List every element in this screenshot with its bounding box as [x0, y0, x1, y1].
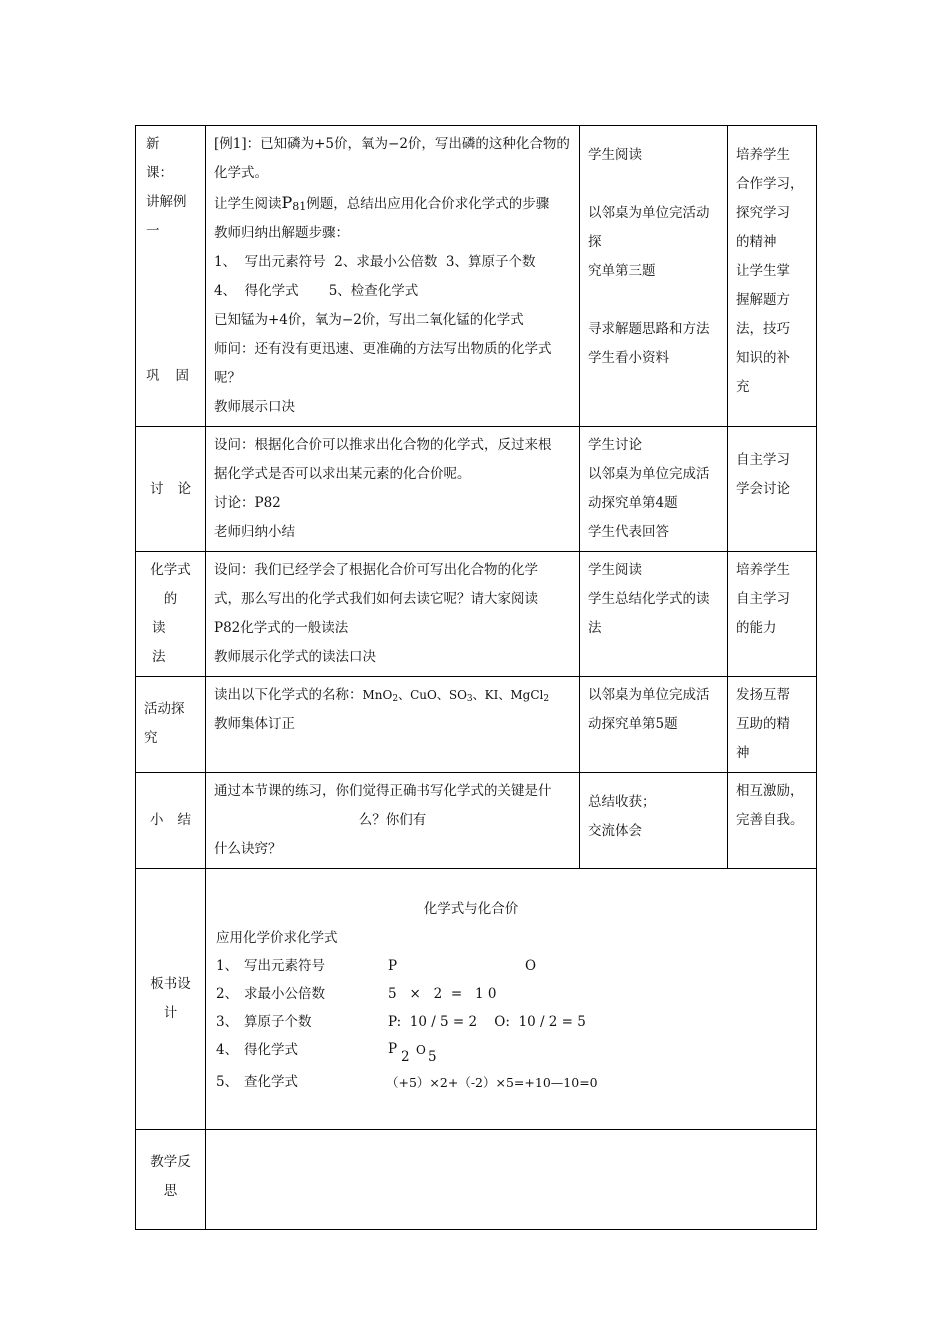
label-char: 小 — [150, 812, 164, 828]
step-number: 2、 — [216, 986, 239, 1002]
content-line: 老师归纳小结 — [214, 524, 295, 540]
content-line: 1、 写出元素符号 2、求最小公倍数 3、算原子个数 — [214, 254, 536, 270]
content-line: 教师展示口决 — [214, 399, 295, 415]
design-intent — [728, 552, 817, 677]
design-intent — [728, 677, 817, 773]
table-row — [136, 427, 817, 552]
content-line — [214, 681, 571, 710]
formula-text: MnO — [362, 688, 393, 702]
activity-line: 总结收获； — [588, 794, 656, 810]
subscript: 81 — [292, 200, 307, 213]
activity-line: 学生阅读 — [588, 147, 642, 163]
intent-line: 合作学习， — [736, 176, 804, 192]
intent-line: 互助的精 — [736, 716, 790, 732]
student-activity — [580, 427, 728, 552]
intent-line: 的能力 — [736, 620, 777, 636]
activity-line: 动探究单第4题 — [588, 495, 678, 511]
intent-line: 神 — [736, 745, 750, 761]
step-work: （+5）×2+（-2）×5=+10—10=0 — [386, 1075, 598, 1090]
label-line: 教学反 — [150, 1154, 191, 1170]
board-subtitle: 应用化学价求化学式 — [216, 930, 338, 946]
intent-line: 的精神 — [736, 234, 777, 250]
label-line: 法 — [152, 649, 166, 665]
teaching-content — [206, 773, 580, 869]
teaching-content — [206, 552, 580, 677]
label-line — [144, 806, 197, 835]
content-line: 化学式。 — [214, 165, 268, 181]
subscript: 3 — [466, 694, 473, 704]
content-line: 已知锰为+4价，氧为−2价，写出二氧化锰的化学式 — [214, 312, 524, 328]
step-text: 算原子个数 — [244, 1014, 312, 1030]
content-line: 据化学式是否可以求出某元素的化合价呢。 — [214, 466, 471, 482]
label-line: 思 — [163, 1183, 178, 1199]
step-work: P — [388, 958, 398, 974]
activity-line: 动探究单第5题 — [588, 716, 678, 732]
table-row — [136, 1130, 817, 1230]
content-line: 通过本节课的练习，你们觉得正确书写化学式的关键是什 — [214, 783, 552, 799]
content-line: 师问：还有没有更迅速、更准确的方法写出物质的化学式 — [214, 341, 552, 357]
design-intent — [728, 427, 817, 552]
formula-text: 、CuO、SO — [398, 688, 467, 702]
content-line: 设问：根据化合价可以推求出化合物的化学式，反过来根 — [214, 437, 552, 453]
design-intent — [728, 126, 817, 427]
formula-subscript: 5 — [428, 1049, 437, 1065]
section-label — [136, 126, 206, 427]
label-line: 化学式 — [150, 562, 191, 578]
label-line: 新 — [146, 136, 160, 152]
intent-line: 知识的补 — [736, 350, 790, 366]
intent-line: 握解题方 — [736, 292, 790, 308]
label-char: 论 — [177, 480, 191, 497]
label-char: 巩 — [146, 368, 160, 384]
content-line: 教师归纳出解题步骤： — [214, 225, 349, 241]
teaching-content — [206, 427, 580, 552]
formula-element: O — [416, 1043, 426, 1057]
student-activity — [580, 126, 728, 427]
label-line: 讲解例 — [146, 194, 187, 210]
section-label — [136, 773, 206, 869]
content-line: 设问：我们已经学会了根据化合价可写出化合物的化学 — [214, 562, 538, 578]
intent-line: 培养学生 — [736, 147, 790, 163]
teaching-content — [206, 677, 580, 773]
content-line: 教师集体订正 — [214, 716, 295, 732]
section-label — [136, 427, 206, 552]
formula-element: P — [388, 1041, 398, 1057]
step-work: O — [525, 958, 537, 974]
content-line: 教师展示化学式的读法口决 — [214, 649, 376, 665]
activity-line: 学生看小资料 — [588, 350, 669, 366]
activity-line: 学生阅读 — [588, 562, 642, 578]
intent-line: 发扬互帮 — [736, 687, 790, 703]
content-line: 4、 得化学式 5、检查化学式 — [214, 283, 419, 299]
activity-line: 以邻桌为单位完成活 — [588, 687, 710, 703]
content-text: 让学生阅读 — [214, 196, 282, 212]
table-row — [136, 773, 817, 869]
step-number: 3、 — [216, 1014, 239, 1030]
activity-line: 学生讨论 — [588, 437, 642, 453]
intent-line: 让学生掌 — [736, 263, 790, 279]
formula-text: 、KI、MgCl — [472, 688, 544, 702]
step-number: 4、 — [216, 1042, 239, 1058]
intent-line: 探究学习 — [736, 205, 790, 221]
intent-line: 培养学生 — [736, 562, 790, 578]
content-line: P82化学式的一般读法 — [214, 620, 349, 636]
lesson-plan-table — [135, 125, 817, 1230]
label-char: 结 — [177, 812, 191, 828]
activity-line: 交流体会 — [588, 823, 642, 839]
intent-line: 充 — [736, 379, 750, 395]
label-line: 计 — [163, 1005, 178, 1021]
board-area — [206, 869, 816, 1121]
label-line: 的 — [163, 591, 178, 607]
activity-line: 学生总结化学式的读 — [588, 591, 710, 607]
student-activity — [580, 552, 728, 677]
step-number: 5、 — [216, 1074, 239, 1090]
teaching-content — [206, 126, 580, 427]
label-line: 究 — [144, 730, 158, 746]
intent-line: 自主学习 — [736, 452, 790, 468]
activity-line: 寻求解题思路和方法 — [588, 321, 710, 337]
step-text: 得化学式 — [244, 1042, 298, 1058]
content-line: 么？你们有 — [358, 812, 427, 828]
student-activity — [580, 677, 728, 773]
step-work: P: 10 / 5 = 2 O: 10 / 2 = 5 — [388, 1014, 586, 1030]
label-line: 读 — [152, 620, 166, 636]
subscript: 2 — [543, 694, 550, 704]
label-line — [144, 475, 197, 504]
table-row — [136, 552, 817, 677]
content-line: 讨论：P82 — [214, 495, 281, 511]
step-text: 求最小公倍数 — [244, 986, 325, 1002]
activity-line: 以邻桌为单位完成活 — [588, 466, 710, 482]
content-line: [例1]：已知磷为+5价，氧为−2价，写出磷的这种化合物的 — [214, 136, 570, 152]
formula-text: P — [281, 193, 293, 212]
label-char: 讨 — [150, 480, 164, 497]
label-line: 一 — [146, 223, 160, 239]
activity-line: 究单第三题 — [588, 263, 656, 279]
intent-line: 学会讨论 — [736, 481, 790, 497]
board-design — [206, 869, 817, 1130]
label-line — [146, 362, 197, 391]
table-row — [136, 126, 817, 427]
label-line: 课： — [146, 165, 173, 181]
step-work: 5 × 2 = 1 0 — [388, 986, 497, 1002]
intent-line: 相互激励， — [736, 783, 804, 799]
section-label — [136, 1130, 206, 1230]
design-intent — [728, 773, 817, 869]
activity-line: 法 — [588, 620, 602, 636]
section-label — [136, 869, 206, 1130]
content-text: 例题，总结出应用化合价求化学式的步骤 — [306, 196, 550, 212]
activity-line: 学生代表回答 — [588, 524, 669, 540]
content-text: 读出以下化学式的名称： — [214, 687, 363, 703]
label-line: 活动探 — [144, 701, 185, 717]
board-title: 化学式与化合价 — [423, 901, 519, 917]
content-line: 式，那么写出的化学式我们如何去读它呢？请大家阅读 — [214, 591, 538, 607]
intent-line: 完善自我。 — [736, 812, 804, 828]
student-activity — [580, 773, 728, 869]
formula-subscript: 2 — [401, 1049, 410, 1065]
content-line: 呢？ — [214, 370, 241, 386]
activity-line: 以邻桌为单位完活动 — [588, 205, 710, 221]
reflection-area[interactable] — [206, 1130, 817, 1230]
content-line — [214, 188, 571, 219]
section-label — [136, 677, 206, 773]
label-char: 固 — [175, 368, 189, 384]
content-line: 什么诀窍？ — [214, 841, 282, 857]
step-text: 查化学式 — [244, 1074, 298, 1090]
step-text: 写出元素符号 — [244, 958, 325, 974]
label-line: 板书设 — [150, 976, 191, 992]
intent-line: 法，技巧 — [736, 321, 790, 337]
table-row — [136, 869, 817, 1130]
section-label — [136, 552, 206, 677]
subscript: 2 — [392, 694, 399, 704]
activity-line: 探 — [588, 234, 602, 250]
table-row — [136, 677, 817, 773]
intent-line: 自主学习 — [736, 591, 790, 607]
step-number: 1、 — [216, 958, 239, 974]
